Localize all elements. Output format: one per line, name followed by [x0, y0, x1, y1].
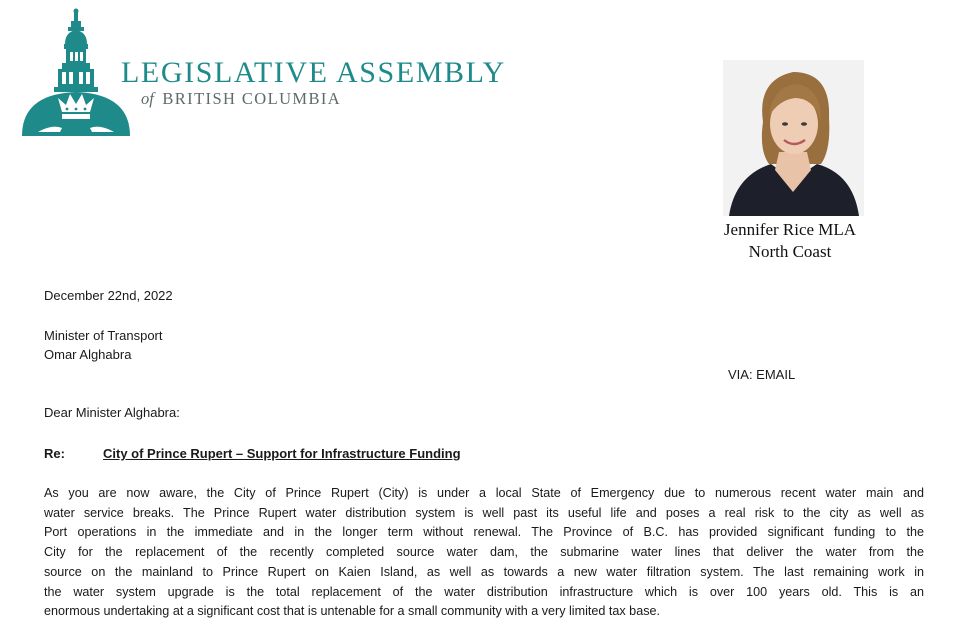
mla-name: Jennifer Rice MLA: [723, 220, 857, 239]
re-label: Re:: [44, 446, 65, 461]
mla-signature-block: [702, 219, 878, 263]
body-line: enormous undertaking at a significant cost that is untenable for a small community with a very limited tax base.: [44, 604, 660, 619]
org-subtitle-text: BRITISH COLUMBIA: [162, 89, 342, 108]
body-line: the water system upgrade is the total replacement of the water distribution infrastructure which is over 100 years old. This is an: [44, 584, 924, 599]
legislative-dome-logo: [18, 8, 134, 140]
delivery-method: VIA: EMAIL: [728, 367, 796, 382]
mla-riding: North Coast: [748, 242, 832, 261]
body-paragraph: [44, 484, 924, 622]
body-line: Port operations in the immediate and in the longer term without renewal. The Province of B.C. has provided significant funding to the: [44, 525, 924, 540]
org-subtitle: [141, 89, 341, 109]
mla-portrait-photo: [723, 60, 864, 216]
body-line: City for the replacement of the recently completed source water dam, the submarine water lines that deliver the water from the: [44, 545, 924, 560]
salutation: Dear Minister Alghabra:: [44, 405, 180, 420]
body-line: water service breaks. The Prince Rupert water distribution system is well past its useful life and poses a real risk to the city as well as: [44, 505, 924, 520]
recipient-title: Minister of Transport: [44, 328, 163, 343]
org-name: LEGISLATIVE ASSEMBLY: [121, 56, 506, 89]
recipient-name: Omar Alghabra: [44, 347, 132, 362]
body-line: source on the mainland to Prince Rupert on Kaien Island, as well as towards a new water filtration system. The last remaining work in: [44, 564, 924, 579]
letter-date: December 22nd, 2022: [44, 288, 173, 303]
org-subtitle-prefix: of: [141, 89, 154, 108]
re-subject: City of Prince Rupert – Support for Infrastructure Funding: [103, 446, 461, 461]
body-line: As you are now aware, the City of Prince Rupert (City) is under a local State of Emergency due to numerous recent water main and: [44, 486, 924, 500]
